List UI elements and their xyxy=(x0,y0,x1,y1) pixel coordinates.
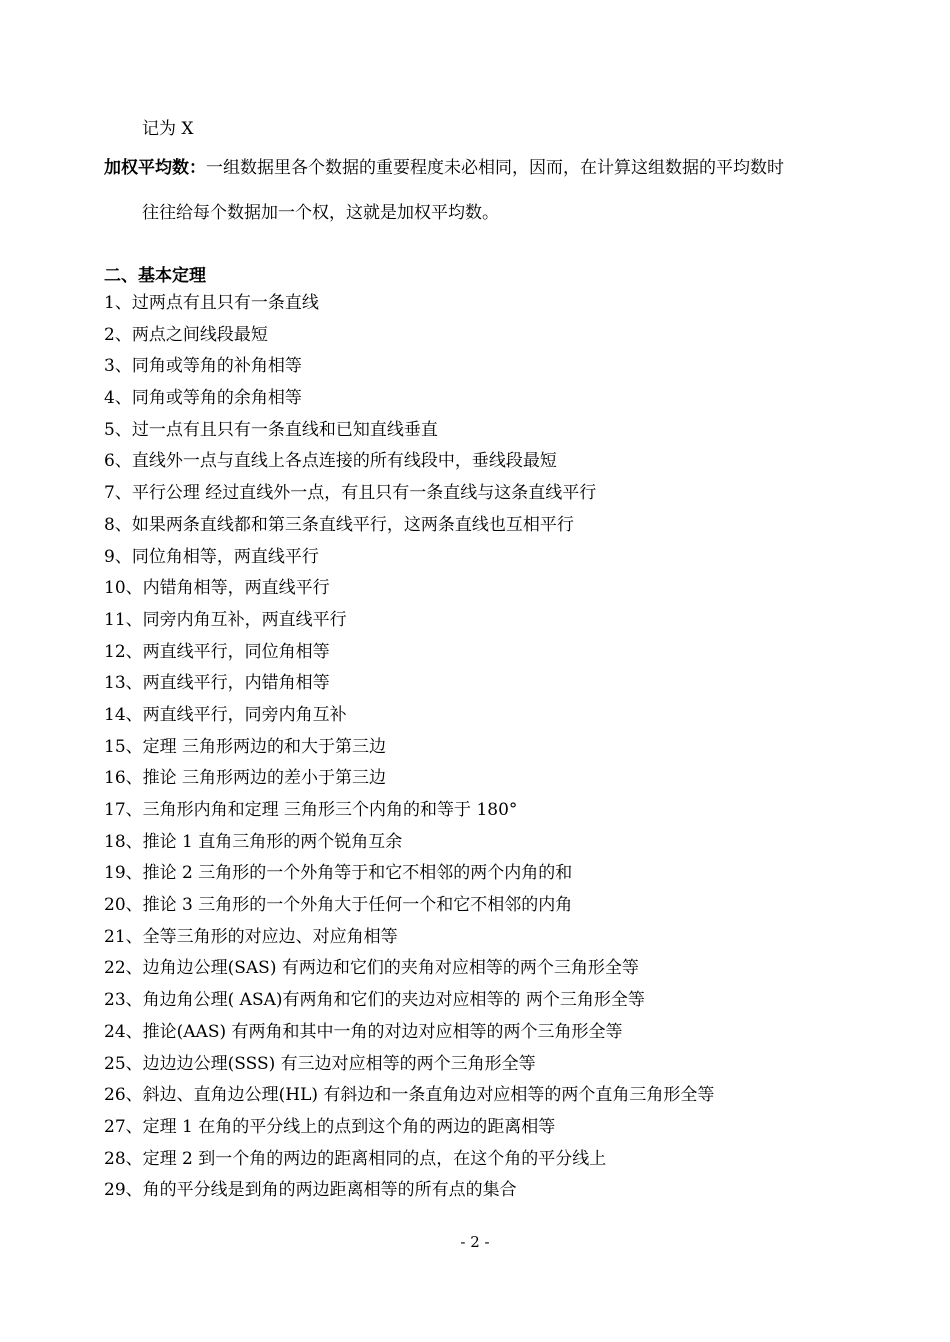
theorem-item: 7、平行公理 经过直线外一点，有且只有一条直线与这条直线平行 xyxy=(104,483,597,504)
theorem-item: 1、过两点有且只有一条直线 xyxy=(104,293,319,313)
weighted-mean-term: 加权平均数： xyxy=(104,158,206,178)
section-heading: 二、基本定理 xyxy=(104,266,206,286)
theorem-item: 12、两直线平行，同位角相等 xyxy=(104,641,330,662)
theorem-item: 15、定理 三角形两边的和大于第三边 xyxy=(104,736,387,757)
theorem-item: 2、两点之间线段最短 xyxy=(104,324,268,345)
theorem-item: 11、同旁内角互补，两直线平行 xyxy=(104,609,347,630)
theorem-item: 26、斜边、直角边公理(HL) 有斜边和一条直角边对应相等的两个直角三角形全等 xyxy=(104,1085,715,1106)
intro-line: 记为 X xyxy=(142,119,194,139)
theorem-item: 3、同角或等角的补角相等 xyxy=(104,356,302,377)
weighted-mean-definition xyxy=(104,157,784,179)
theorem-item: 16、推论 三角形两边的差小于第三边 xyxy=(104,768,387,789)
theorem-item: 5、过一点有且只有一条直线和已知直线垂直 xyxy=(104,419,438,440)
page-number: - 2 - xyxy=(460,1233,490,1251)
theorem-item: 13、两直线平行，内错角相等 xyxy=(104,673,330,694)
theorem-item: 10、内错角相等，两直线平行 xyxy=(104,578,330,599)
theorem-item: 29、角的平分线是到角的两边距离相等的所有点的集合 xyxy=(104,1180,517,1201)
theorem-item: 22、边角边公理(SAS) 有两边和它们的夹角对应相等的两个三角形全等 xyxy=(104,958,639,979)
theorem-item: 4、同角或等角的余角相等 xyxy=(104,388,302,409)
weighted-mean-continuation: 往往给每个数据加一个权，这就是加权平均数。 xyxy=(142,203,499,223)
theorem-item: 8、如果两条直线都和第三条直线平行，这两条直线也互相平行 xyxy=(104,514,574,535)
theorem-item: 28、定理 2 到一个角的两边的距离相同的点，在这个角的平分线上 xyxy=(104,1148,607,1169)
theorem-item: 19、推论 2 三角形的一个外角等于和它不相邻的两个内角的和 xyxy=(104,863,573,884)
theorem-list xyxy=(104,292,714,1211)
theorem-item: 14、两直线平行，同旁内角互补 xyxy=(104,704,347,725)
theorem-item: 6、直线外一点与直线上各点连接的所有线段中，垂线段最短 xyxy=(104,451,557,472)
theorem-item: 21、全等三角形的对应边、对应角相等 xyxy=(104,926,398,947)
theorem-item: 9、同位角相等，两直线平行 xyxy=(104,546,319,567)
theorem-item: 18、推论 1 直角三角形的两个锐角互余 xyxy=(104,831,403,852)
theorem-item: 27、定理 1 在角的平分线上的点到这个角的两边的距离相等 xyxy=(104,1116,556,1137)
weighted-mean-text: 一组数据里各个数据的重要程度未必相同，因而，在计算这组数据的平均数时 xyxy=(206,158,784,178)
theorem-item: 23、角边角公理( ASA)有两角和它们的夹边对应相等的 两个三角形全等 xyxy=(104,990,645,1011)
theorem-item: 20、推论 3 三角形的一个外角大于任何一个和它不相邻的内角 xyxy=(104,895,573,916)
theorem-item: 24、推论(AAS) 有两角和其中一角的对边对应相等的两个三角形全等 xyxy=(104,1021,623,1042)
theorem-item: 17、三角形内角和定理 三角形三个内角的和等于 180° xyxy=(104,800,518,820)
theorem-item: 25、边边边公理(SSS) 有三边对应相等的两个三角形全等 xyxy=(104,1053,536,1074)
